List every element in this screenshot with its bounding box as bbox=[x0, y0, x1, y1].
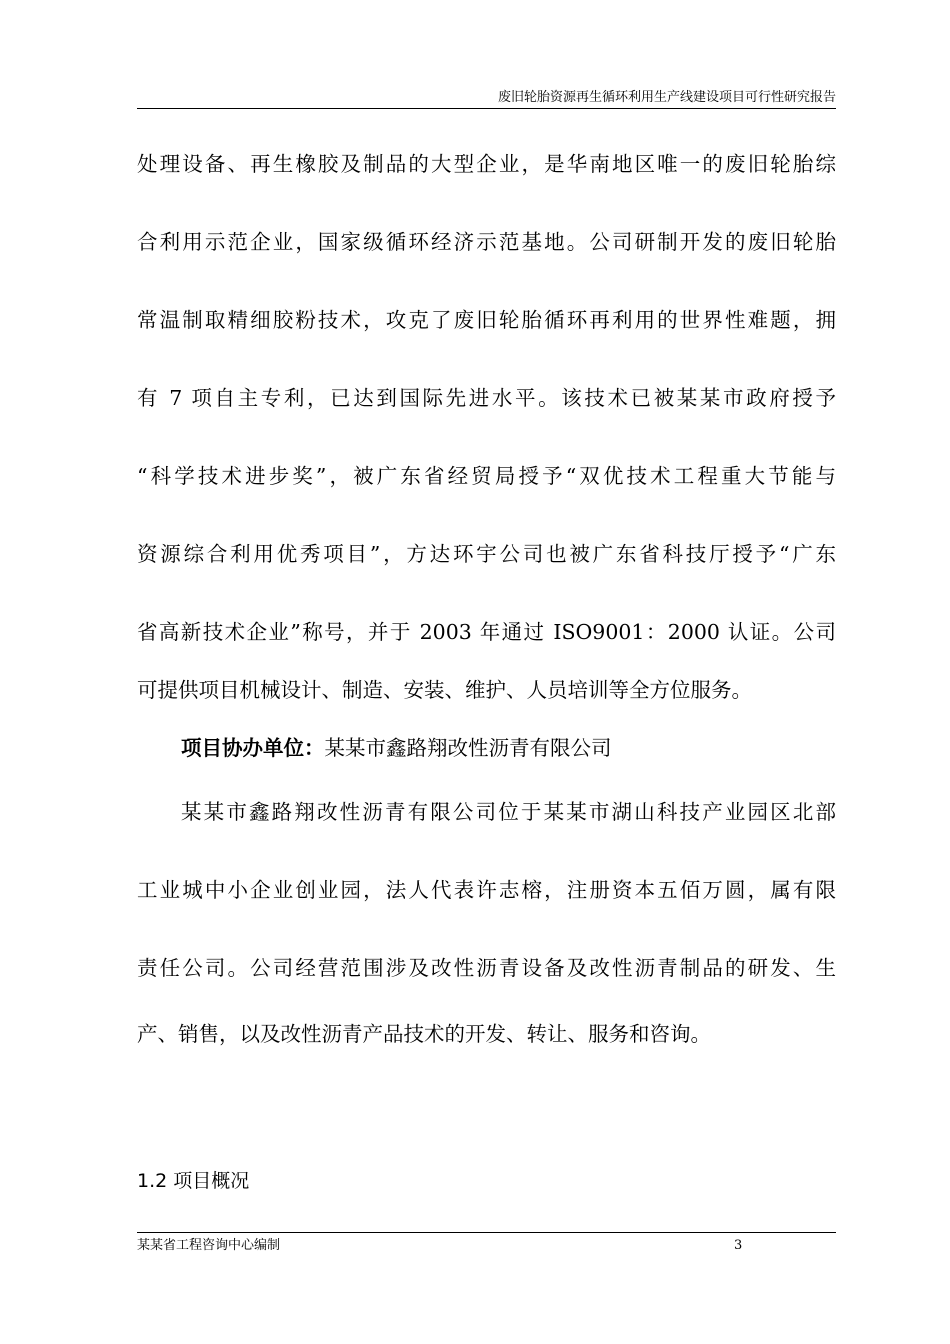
page-footer bbox=[137, 1232, 836, 1255]
paragraph-1-line-1: 处理设备、再生橡胶及制品的大型企业，是华南地区唯一的废旧轮胎综 bbox=[137, 152, 836, 176]
paragraph-2-line-3: 责任公司。公司经营范围涉及改性沥青设备及改性沥青制品的研发、生 bbox=[137, 956, 836, 980]
paragraph-2-line-1: 某某市鑫路翔改性沥青有限公司位于某某市湖山科技产业园区北部 bbox=[181, 800, 836, 824]
footer-org: 某某省工程咨询中心编制 bbox=[137, 1238, 281, 1253]
coorganizer-line bbox=[181, 734, 836, 762]
section-heading: 1.2 项目概况 bbox=[137, 1170, 250, 1192]
paragraph-1-line-3: 常温制取精细胶粉技术，攻克了废旧轮胎循环再利用的世界性难题，拥 bbox=[137, 308, 836, 332]
paragraph-1-line-8: 可提供项目机械设计、制造、安装、维护、人员培训等全方位服务。 bbox=[137, 678, 752, 702]
paragraph-1-line-6: 资源综合利用优秀项目”，方达环宇公司也被广东省科技厅授予“广东 bbox=[137, 542, 836, 566]
paragraph-1-line-2: 合利用示范企业，国家级循环经济示范基地。公司研制开发的废旧轮胎 bbox=[137, 230, 836, 254]
header-title: 废旧轮胎资源再生循环利用生产线建设项目可行性研究报告 bbox=[497, 90, 836, 105]
paragraph-1-line-4: 有 7 项自主专利，已达到国际先进水平。该技术已被某某市政府授予 bbox=[137, 386, 836, 410]
coorganizer-label: 项目协办单位： bbox=[181, 736, 325, 760]
paragraph-1-line-5: “科学技术进步奖”，被广东省经贸局授予“双优技术工程重大节能与 bbox=[137, 464, 836, 488]
page-number: 3 bbox=[734, 1238, 743, 1253]
paragraph-2-line-2: 工业城中小企业创业园，法人代表许志榕，注册资本五佰万圆，属有限 bbox=[137, 878, 836, 902]
page-header bbox=[137, 88, 836, 109]
paragraph-2-line-4: 产、销售，以及改性沥青产品技术的开发、转让、服务和咨询。 bbox=[137, 1022, 711, 1046]
paragraph-1-line-7: 省高新技术企业”称号，并于 2003 年通过 ISO9001：2000 认证。公司 bbox=[137, 620, 836, 644]
coorganizer-name: 某某市鑫路翔改性沥青有限公司 bbox=[324, 736, 612, 760]
